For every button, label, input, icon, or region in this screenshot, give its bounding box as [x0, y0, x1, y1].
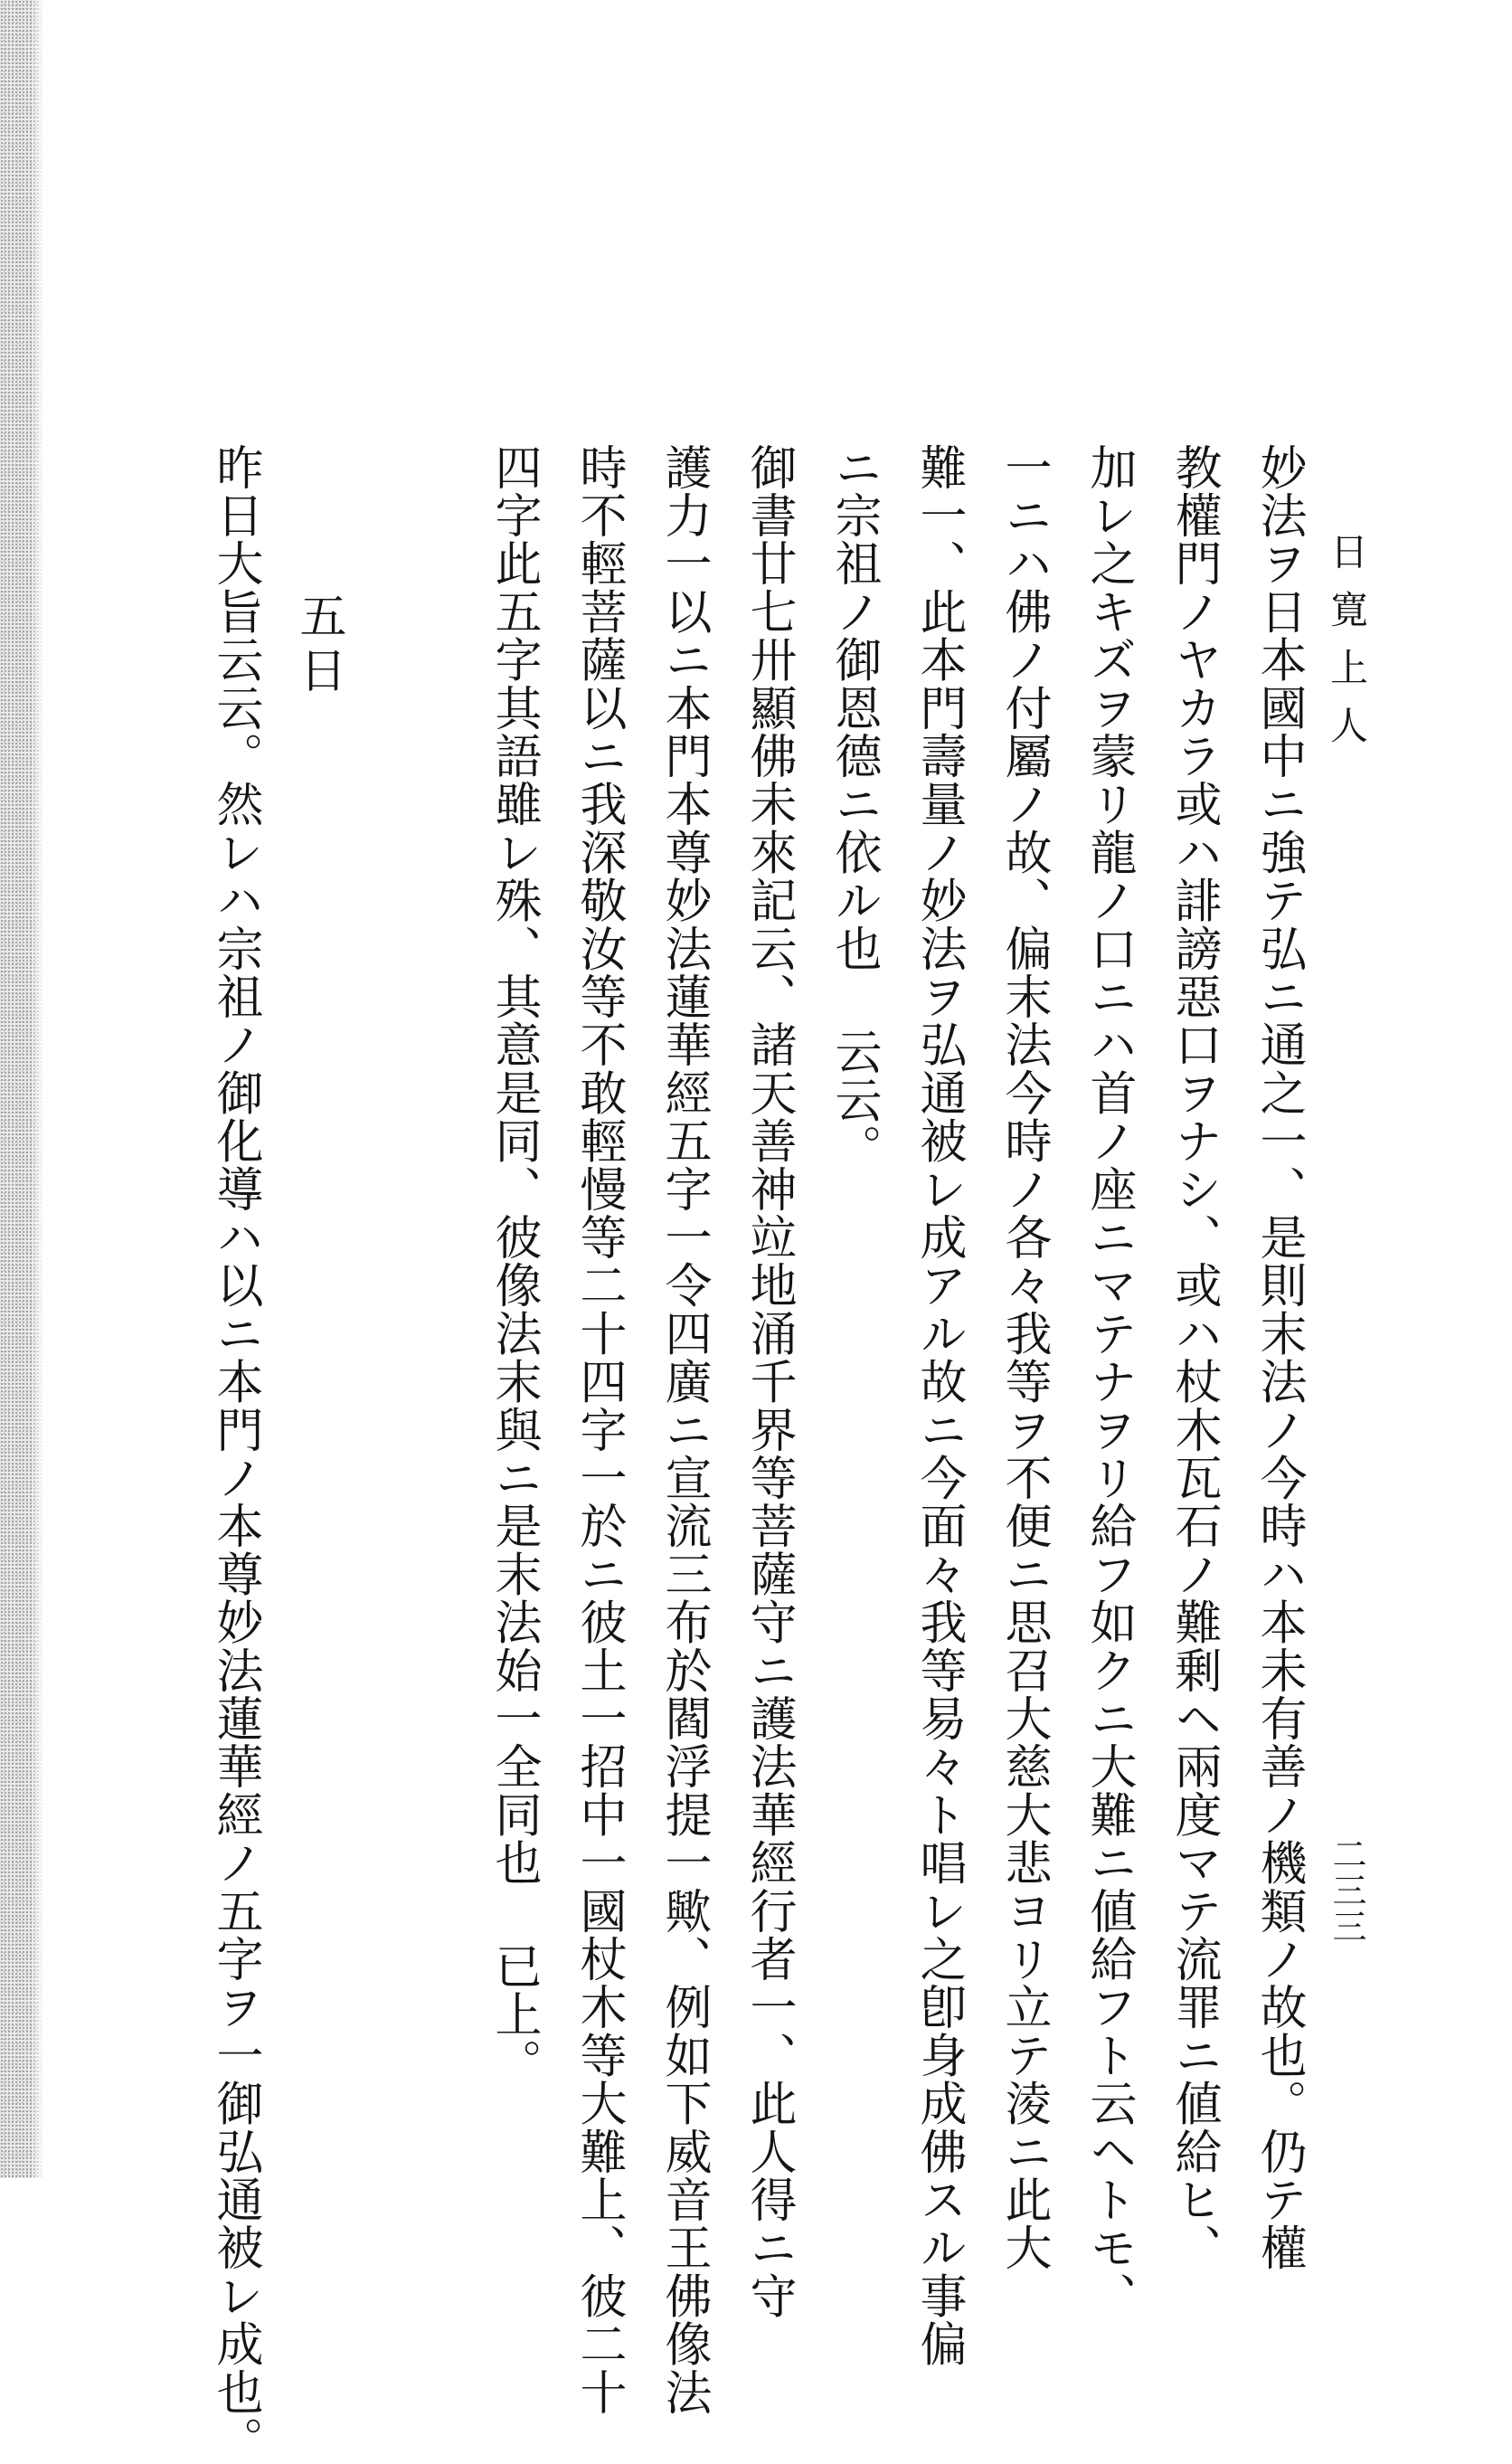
text-column-1: 妙法ヲ日本國中ニ強テ弘ニ通之一、是則末法ノ今時ハ本未有善ノ機類ノ故也。仍テ權	[1252, 443, 1306, 2272]
scan-edge-shading	[0, 0, 43, 2178]
text-column-2: 教權門ノヤカラ或ハ誹謗惡口ヲナシ、或ハ杖木瓦石ノ難剰ヘ兩度マテ流罪ニ値給ヒ、	[1167, 443, 1221, 2272]
running-head: 日寛上人	[1325, 532, 1369, 763]
text-column-4: 一ニハ佛ノ付屬ノ故、偏末法今時ノ各々我等ヲ不便ニ思召大慈大悲ヨリ立テ淩ニ此大	[997, 443, 1051, 2272]
text-column-5: 難一、此本門壽量ノ妙法ヲ弘通被レ成アル故ニ今面々我等易々ト唱レ之卽身成佛スル事偏	[912, 443, 966, 2368]
text-column-6: ニ宗祖ノ御恩德ニ依ル也 云云。	[827, 443, 881, 1172]
text-column-9: 時不輕菩薩以ニ我深敬汝等不敢輕慢等二十四字一於ニ彼土一招中一國杖木等大難上、彼二十	[572, 443, 626, 2417]
page-number: 二三三	[1327, 1836, 1366, 1945]
text-column-11: 昨日大旨云云。然レハ宗祖ノ御化導ハ以ニ本門ノ本尊妙法蓮華經ノ五字ヲ一御弘通被レ成也。	[208, 443, 262, 2464]
text-column-7: 御書廿七卅顯佛未來記云、諸天善神竝地涌千界等菩薩守ニ護法華經行者一、此人得ニ守	[742, 443, 796, 2320]
text-column-10: 四字此五字其語雖レ殊、其意是同、彼像法末與ニ是末法始一全同也 已上。	[487, 443, 541, 2087]
section-heading: 五日	[291, 592, 345, 700]
text-column-8: 護力一以ニ本門本尊妙法蓮華經五字一令四廣ニ宣流三布於閻浮提一歟、例如下威音王佛像法	[657, 443, 711, 2417]
text-column-3: 加レ之キズヲ蒙リ龍ノ口ニハ首ノ座ニマテナヲリ給フ如クニ大難ニ値給フト云ヘトモ、	[1082, 443, 1136, 2320]
